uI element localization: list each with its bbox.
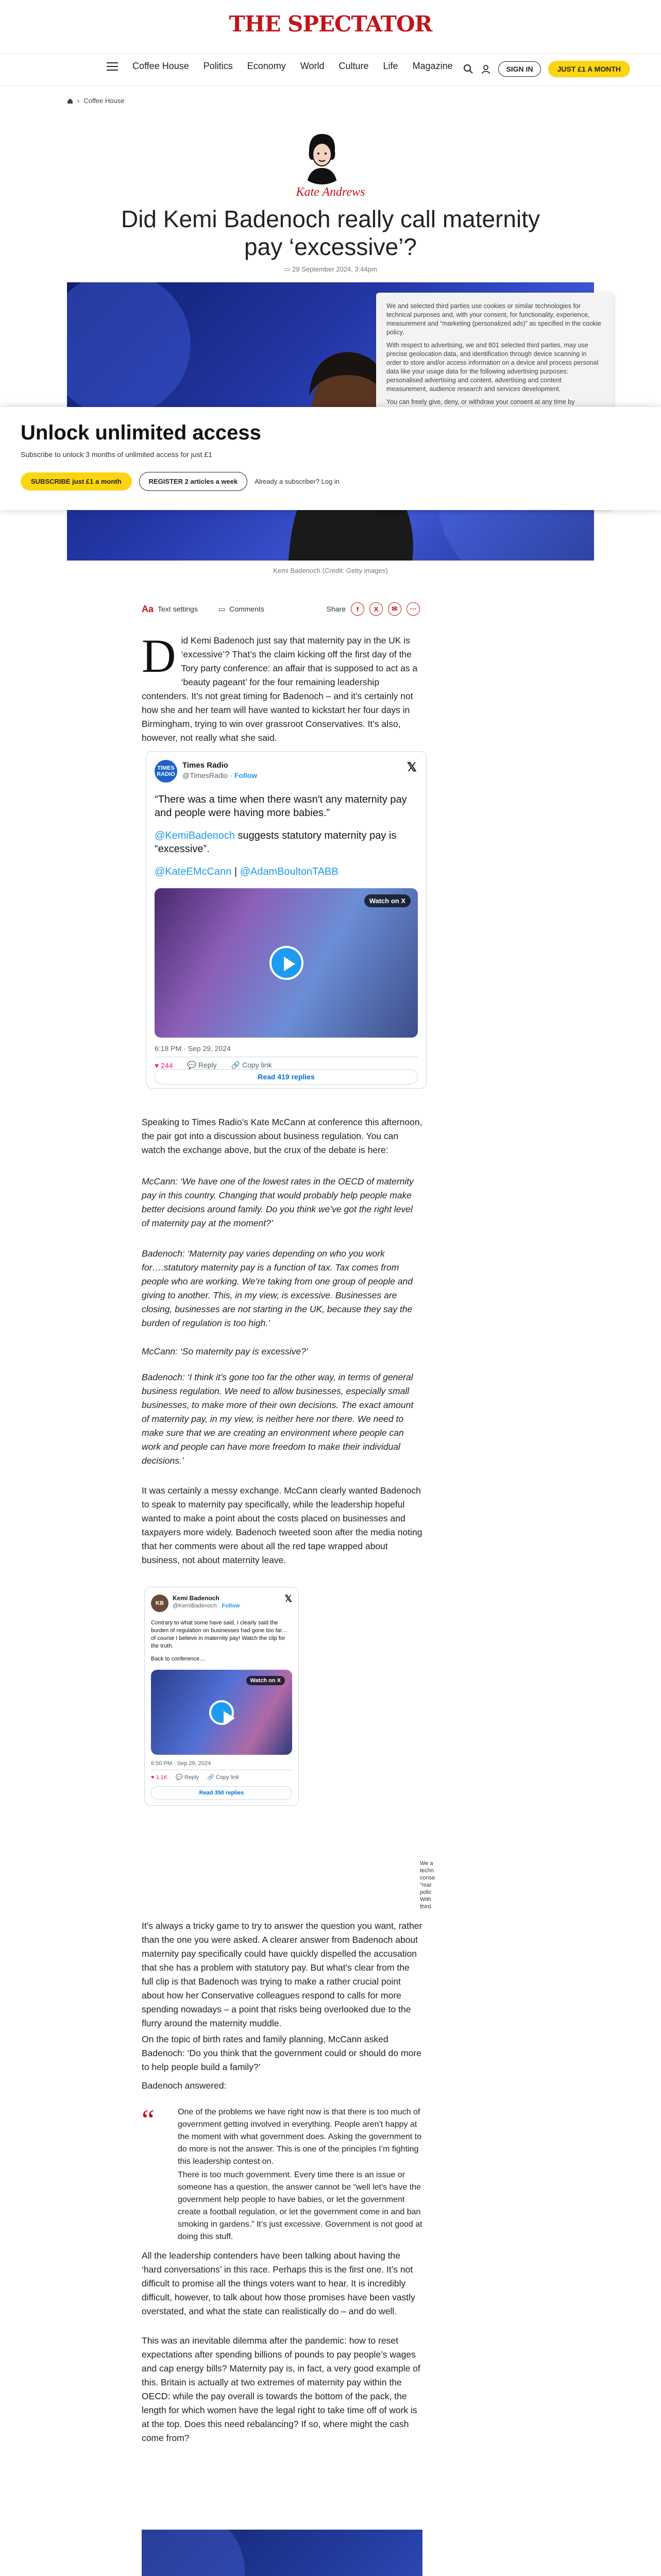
date-text: 29 September 2024, 3:44pm xyxy=(292,265,377,273)
signin-button[interactable]: SIGN IN xyxy=(498,61,540,77)
fragment-line: polic xyxy=(420,1889,432,1895)
paywall-subtitle: Subscribe to unlock 3 months of unlimited access for just £1 xyxy=(21,450,212,459)
tweet-actions xyxy=(151,1774,292,1781)
author-avatar[interactable] xyxy=(294,128,350,184)
cookie-panel-fragment xyxy=(420,1860,448,1910)
text-size-icon: Aa xyxy=(142,603,154,614)
paywall-subscribe-button[interactable]: SUBSCRIBE just £1 a month xyxy=(21,472,132,490)
handle-text[interactable]: @KemiBadenoch xyxy=(173,1603,217,1609)
mention-link[interactable]: @KemiBadenoch xyxy=(155,830,235,841)
text-settings-button[interactable] xyxy=(142,604,198,615)
paywall-login-link[interactable]: Already a subscriber? Log in xyxy=(255,478,340,485)
article-paragraph-1 xyxy=(142,630,422,745)
tweet-text-1: Contrary to what some have said, I clearly said the burden of regulation on businesses had gone too far… of course I believe in maternity pay! Watch the clip for the truth. xyxy=(151,1620,288,1649)
copy-link-button[interactable]: 🔗 Copy link xyxy=(207,1774,240,1781)
read-replies-button[interactable]: Read 350 replies xyxy=(151,1786,292,1800)
cookie-text-2: With respect to advertising, we and 801 selected third parties, may use precise geolocation data, and identification through device scanning in order to store and/or access information on a device and process personal data like your usage data for the following advertising purposes: personalised advertising and content, advertising and content measurement, audience research and services development. xyxy=(386,342,599,393)
menu-icon[interactable] xyxy=(107,62,118,71)
follow-link[interactable]: Follow xyxy=(234,771,258,779)
like-button[interactable]: ♥ 244 xyxy=(155,1061,173,1070)
fragment-line: "mar xyxy=(420,1882,432,1888)
article-paragraph-2: Speaking to Times Radio’s Kate McCann at conference this afternoon, the pair got into a discussion about business regulation. You can watch the exchange above, but the crux of the debate is here: xyxy=(142,1117,422,1155)
paywall-title: Unlock unlimited access xyxy=(21,421,261,444)
comment-icon: ▭ xyxy=(218,604,226,613)
article-paragraph-7: All the leadership contenders have been talking about having the ‘hard conversations’ in this race. Perhaps this is the first one. It’s not difficult to promise all the things voters want to hear. It is incredibly difficult, however, to talk about how those promises have been vastly overstated, and what the state can realistically do – and do well. xyxy=(142,2250,415,2316)
fragment-line: We a xyxy=(420,1860,433,1867)
quote-badenoch-2: Badenoch: ‘I think it’s gone too far the other way, in terms of general business regulation. We need to allow businesses, especially small businesses, to make more of their own decisions. The exact amount of maternity pay, in my view, is neither here nor there. We need to make sure that we are creating an environment where people can work and people can have more freedom to make their individual decisions.’ xyxy=(142,1372,414,1466)
home-icon[interactable] xyxy=(67,98,73,104)
article-paragraph-8: This was an inevitable dilemma after the pandemic: how to reset expectations after spending billions of pounds to pay people’s wages and cap energy bills? Maternity pay is, in fact, a very good example of this. Britain is actually at two extremes of maternity pay within the OECD: while the pay overall is towards the bottom of the pack, the length for which women have the legal right to take time off of work is at the top. Does this need rebalancing? If so, where might the cash come from? xyxy=(142,2335,420,2443)
user-icon[interactable] xyxy=(481,64,491,74)
nav-world[interactable]: World xyxy=(300,61,325,71)
text-settings-label: Text settings xyxy=(158,605,198,613)
quote-mark-icon: “ xyxy=(142,2104,155,2136)
breadcrumb-separator: › xyxy=(77,97,80,105)
main-nav xyxy=(0,61,661,81)
follow-link[interactable]: Follow xyxy=(222,1603,240,1609)
paywall-register-button[interactable]: REGISTER 2 articles a week xyxy=(139,472,248,491)
tweet-handle: @KemiBadenoch · Follow xyxy=(173,1603,240,1609)
embedded-tweet-1[interactable] xyxy=(146,751,427,1089)
x-logo-icon[interactable]: 𝕏 xyxy=(284,1594,292,1604)
article-paragraph-3: It was certainly a messy exchange. McCann clearly wanted Badenoch to speak to maternity pay specifically, while the leadership hopeful wanted to make a point about the costs placed on businesses and taxpayers more widely. Badenoch tweeted soon after the media noting that her comments were about all the red tape wrapped about business, not about maternity leave. xyxy=(142,1485,422,1565)
tweet-text-3 xyxy=(155,865,418,878)
reply-button[interactable]: 💬 Reply xyxy=(176,1774,199,1781)
tweet-video[interactable] xyxy=(151,1670,292,1755)
cookie-text-3: You can freely give, deny, or withdraw your consent at any time by xyxy=(386,398,575,405)
share-label: Share xyxy=(326,605,346,613)
fragment-line: techn xyxy=(420,1868,434,1874)
tweet-text-2: Back to conference… xyxy=(151,1656,206,1662)
tweet-author-name[interactable]: Kemi Badenoch xyxy=(173,1595,219,1602)
comments-label: Comments xyxy=(229,605,264,613)
fragment-line: third xyxy=(420,1904,431,1910)
article-date xyxy=(0,265,661,274)
share-group xyxy=(327,602,420,616)
breadcrumb xyxy=(67,97,125,105)
quote-badenoch-1: Badenoch: ‘Maternity pay varies depending on who you work for….statutory maternity pay is a function of tax. Tax comes from people who are working. We’re taking from one group of people and giving to another. This, in my view, is excessive. Businesses are closing, businesses are not starting in the UK, because they say the burden of regulation is too high.’ xyxy=(142,1248,413,1328)
copy-label: Copy link xyxy=(215,1774,240,1781)
facebook-icon[interactable]: f xyxy=(351,602,364,616)
handle-text[interactable]: @TimesRadio xyxy=(182,771,228,779)
blockquote-1: One of the problems we have right now is that there is too much of government getting involved in everything. People aren’t happy at the moment with what government does. Asking the government to do more is not the answer. This is one of the principles I’m fighting this leadership contest on. xyxy=(178,2108,422,2166)
tweet-avatar[interactable]: TIMES RADIO xyxy=(155,760,177,783)
read-replies-button[interactable]: Read 419 replies xyxy=(155,1069,418,1084)
x-icon[interactable]: X xyxy=(369,602,383,616)
tweet-handle: @TimesRadio · Follow xyxy=(182,771,258,779)
nav-magazine[interactable]: Magazine xyxy=(412,61,453,71)
blockquote-2: There is too much government. Every time there is an issue or someone has a question, the answer cannot be “well let’s have the government help people to have babies, or let the government create a football regulation, or let the government come in and ban smoking in gardens.” It’s just excessive. Government is not good at doing this stuff. xyxy=(178,2171,422,2241)
nav-coffee-house[interactable]: Coffee House xyxy=(132,61,189,71)
article-paragraph-5: On the topic of birth rates and family planning, McCann asked Badenoch: ‘Do you think that the government could or should do more to help people build a family?’ xyxy=(142,2034,421,2072)
play-icon[interactable] xyxy=(269,946,303,980)
play-icon[interactable] xyxy=(209,1700,234,1725)
tweet-actions xyxy=(155,1061,418,1070)
article-image-2 xyxy=(142,2530,422,2576)
reply-label: Reply xyxy=(184,1774,199,1781)
tweet-text-2 xyxy=(155,829,418,856)
mention-link[interactable]: @KateEMcCann xyxy=(155,866,232,877)
mention-link[interactable]: @AdamBoultonTABB xyxy=(240,866,338,877)
email-icon[interactable]: ✉ xyxy=(388,602,401,616)
quote-mccann-2: McCann: ‘So maternity pay is excessive?’ xyxy=(142,1346,308,1357)
nav-life[interactable]: Life xyxy=(383,61,398,71)
like-count: 244 xyxy=(161,1061,173,1070)
tweet-timestamp[interactable]: 6:50 PM · Sep 29, 2024 xyxy=(151,1760,211,1767)
tweet-avatar[interactable]: KB xyxy=(151,1595,168,1612)
search-icon[interactable] xyxy=(463,64,473,74)
fragment-line: With xyxy=(420,1896,431,1903)
drop-cap: D xyxy=(142,630,176,682)
reply-label: Reply xyxy=(198,1061,217,1069)
hero-caption: Kemi Badenoch (Credit: Getty images) xyxy=(273,567,388,574)
quote-mccann-1: McCann: ‘We have one of the lowest rates in the OECD of maternity pay in this country. Changing that would probably help people make better decisions around family. Do you think we’ve got the right level of maternity pay at the moment?’ xyxy=(142,1176,414,1228)
comments-button[interactable] xyxy=(218,605,264,614)
tweet-author-name[interactable]: Times Radio xyxy=(182,761,228,770)
spectator-logo[interactable]: THE SPECTATOR xyxy=(229,11,432,37)
subscribe-offer-button[interactable]: JUST £1 A MONTH xyxy=(548,61,630,77)
nav-politics[interactable]: Politics xyxy=(203,61,233,71)
like-button[interactable]: ♥ 1.1K xyxy=(151,1774,168,1781)
calendar-icon: ▭ xyxy=(284,265,293,273)
embedded-tweet-2[interactable] xyxy=(144,1587,299,1806)
separator: | xyxy=(231,866,240,877)
article-paragraph-6: Badenoch answered: xyxy=(142,2080,227,2091)
paywall-banner xyxy=(0,407,661,510)
nav-culture[interactable]: Culture xyxy=(338,61,369,71)
tweet-text-2b: suggests statutory maternity pay is “excessive”. xyxy=(155,830,397,855)
tweet-video[interactable] xyxy=(155,888,418,1038)
like-count: 1.1K xyxy=(156,1774,168,1781)
cookie-text-1: We and selected third parties use cookies or similar technologies for technical purposes and, with your consent, for functionality, experience, measurement and “marketing (personalized ads)” as specified in the cookie policy. xyxy=(386,302,601,336)
author-name[interactable]: Kate Andrews xyxy=(296,185,365,199)
tweet-timestamp[interactable]: 6:18 PM · Sep 29, 2024 xyxy=(155,1044,231,1053)
x-logo-icon[interactable]: 𝕏 xyxy=(406,760,417,774)
paragraph-text: id Kemi Badenoch just say that maternity pay in the UK is ‘excessive’? That’s the claim kicking off the first day of the Tory party conference: an affair that is supposed to act as a ‘beauty pageant’ for the four remaining leadership contenders. It’s not great timing for Badenoch – and it’s certainly not how she and her team will have wanted to kickstart her four days in Birmingham, trying to win over grassroot Conservatives. It’s also, however, not really what she said. xyxy=(142,635,418,743)
article-paragraph-4: It’s always a tricky game to try to answer the question you want, rather than the one you were asked. A clearer answer from Badenoch about maternity pay specifically could have quickly dispelled the accusation that she has a problem with statutory pay. But what’s clear from the full clip is that Badenoch was trying to make a rather crucial point about how her Conservative colleagues respond to calls for more spending nowadays – a point that risks being overlooked due to the flurry around the maternity muddle. xyxy=(142,1921,422,2028)
copy-link-button[interactable]: 🔗 Copy link xyxy=(231,1061,272,1069)
tweet-text-1: “There was a time when there wasn't any maternity pay and people were having more babies.” xyxy=(155,794,407,819)
share-bar xyxy=(142,598,420,620)
fragment-line: conse xyxy=(420,1875,435,1881)
nav-economy[interactable]: Economy xyxy=(247,61,286,71)
top-bar xyxy=(0,0,661,54)
more-icon[interactable]: ⋯ xyxy=(406,602,420,616)
watch-on-x-button[interactable]: Watch on X xyxy=(246,1676,285,1685)
watch-on-x-button[interactable]: Watch on X xyxy=(364,894,411,907)
copy-label: Copy link xyxy=(242,1061,272,1069)
reply-button[interactable]: 💬 Reply xyxy=(187,1061,217,1069)
article-title: Did Kemi Badenoch really call maternity pay ‘excessive’? xyxy=(121,206,540,260)
breadcrumb-coffee-house[interactable]: Coffee House xyxy=(83,97,125,105)
